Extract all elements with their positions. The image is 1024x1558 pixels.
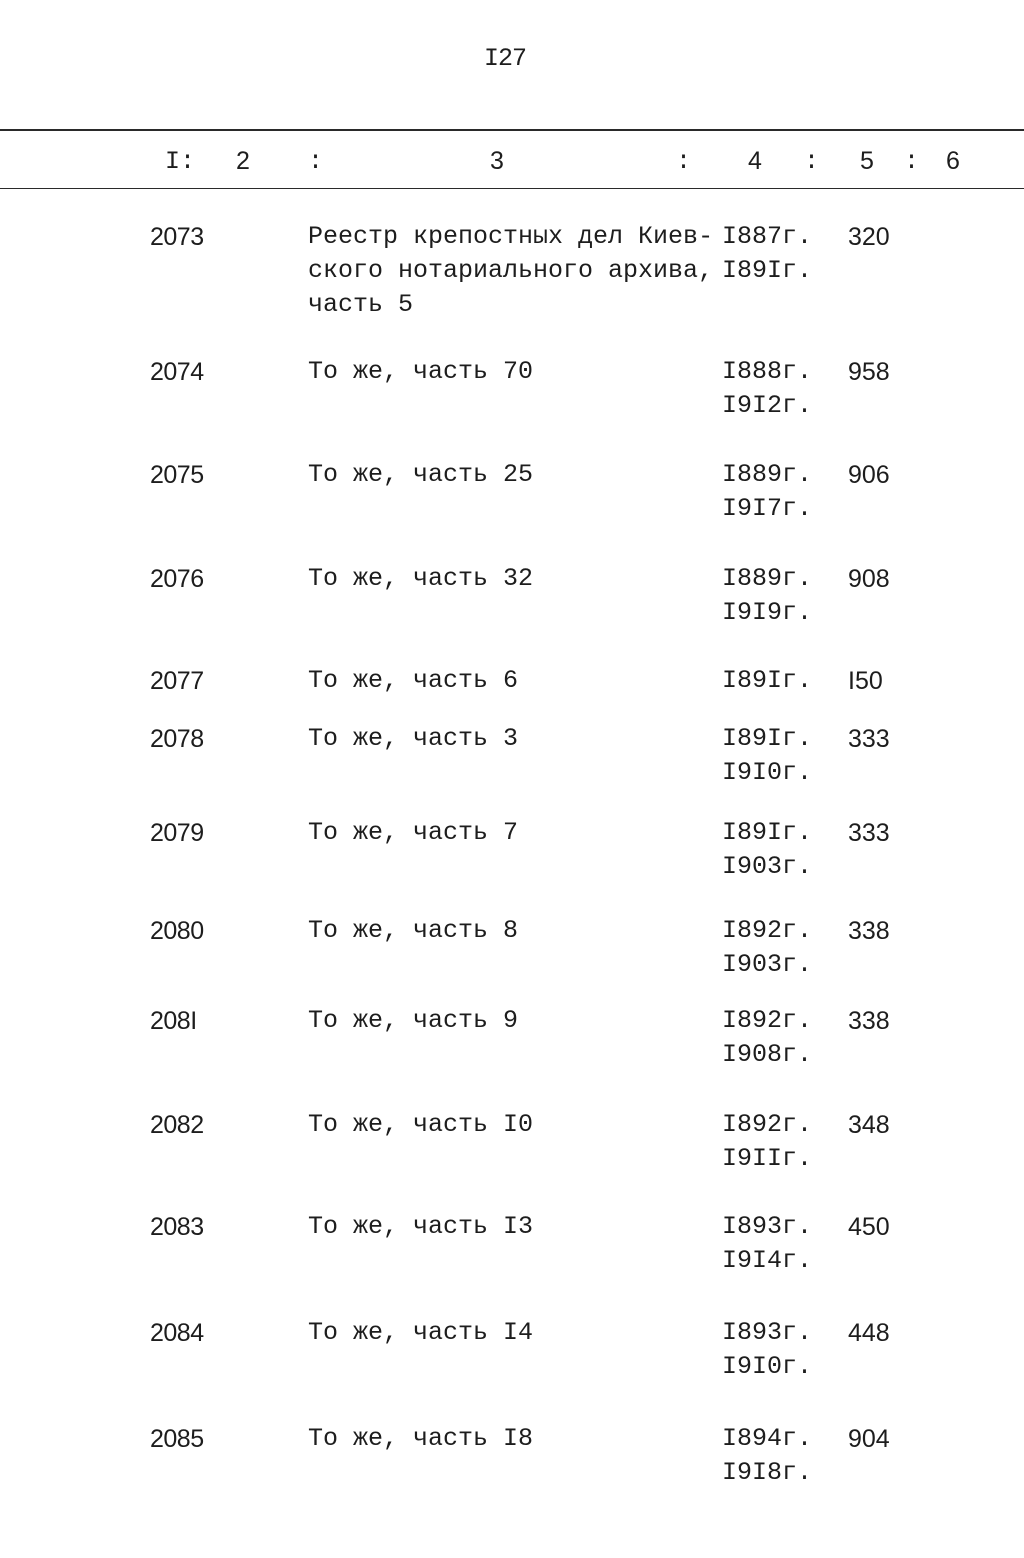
case-number: 2079 [150,819,204,847]
case-title [308,1422,708,1456]
sheet-count: 320 [848,223,890,251]
date-start: I893г. [722,1318,813,1347]
case-title [308,355,708,389]
case-title [308,1210,708,1244]
date-start: I887г. [722,222,813,251]
case-dates [722,458,812,526]
date-end: I903г. [722,852,813,881]
date-start: I892г. [722,1006,813,1035]
case-dates [722,220,812,288]
case-dates [722,914,812,982]
sheet-count: 333 [848,819,890,847]
sheet-count: 958 [848,358,890,386]
case-title [308,664,708,698]
sheet-count: 338 [848,1007,890,1035]
case-title [308,458,708,492]
header-separator: : [904,147,920,176]
case-title-line: То же, часть 7 [308,818,519,847]
date-end: I9I2г. [722,391,813,420]
case-title [308,1316,708,1350]
date-start: I892г. [722,1110,813,1139]
case-number: 2074 [150,358,204,386]
case-dates [722,1316,812,1384]
sheet-count: 906 [848,461,890,489]
case-dates [722,562,812,630]
date-end: I9I0г. [722,758,813,787]
case-title [308,816,708,850]
header-col-3: 3 [490,147,504,175]
sheet-count: 450 [848,1213,890,1241]
case-number: 208I [150,1007,197,1035]
case-title [308,914,708,948]
case-title [308,1108,708,1142]
case-number: 2075 [150,461,204,489]
case-title [308,1004,708,1038]
case-title-line: То же, часть 70 [308,357,534,386]
case-dates [722,1108,812,1176]
case-title-line: ского нотариального архива, [308,256,714,285]
date-end: I89Iг. [722,256,813,285]
case-title-line: Реестр крепостных дел Киев- [308,222,714,251]
date-end: I9I8г. [722,1458,813,1487]
case-number: 2083 [150,1213,204,1241]
case-number: 2077 [150,667,204,695]
date-end: I9I7г. [722,494,813,523]
header-separator: : [308,147,324,176]
case-title [308,220,714,322]
case-number: 2076 [150,565,204,593]
sheet-count: 908 [848,565,890,593]
case-number: 2073 [150,223,204,251]
case-number: 2084 [150,1319,204,1347]
case-title-line: То же, часть I3 [308,1212,534,1241]
case-title-line: То же, часть I4 [308,1318,534,1347]
date-end: I9I0г. [722,1352,813,1381]
case-number: 2078 [150,725,204,753]
page-number: I27 [483,44,526,73]
case-title-line: часть 5 [308,290,414,319]
date-end: I9IIг. [722,1144,813,1173]
date-start: I889г. [722,564,813,593]
date-start: I889г. [722,460,813,489]
sheet-count: 904 [848,1425,890,1453]
date-end: I9I9г. [722,598,813,627]
case-dates [722,816,812,884]
date-end: I903г. [722,950,813,979]
header-separator: : [804,147,820,176]
header-col-5: 5 [860,147,874,175]
sheet-count: 348 [848,1111,890,1139]
header-bottom-rule [0,188,1024,189]
case-dates [722,664,812,698]
case-dates [722,1210,812,1278]
header-col-1: I: [165,147,196,176]
case-title-line: То же, часть 9 [308,1006,519,1035]
case-dates [722,355,812,423]
header-col-2: 2 [236,147,250,175]
case-title-line: То же, часть 32 [308,564,534,593]
case-dates [722,1422,812,1490]
sheet-count: 333 [848,725,890,753]
case-title-line: То же, часть 3 [308,724,519,753]
case-dates [722,1004,812,1072]
case-title-line: То же, часть 6 [308,666,519,695]
sheet-count: 338 [848,917,890,945]
header-col-6: 6 [946,147,960,175]
case-title-line: То же, часть I0 [308,1110,534,1139]
date-start: I894г. [722,1424,813,1453]
sheet-count: I50 [848,667,883,695]
date-end: I908г. [722,1040,813,1069]
date-start: I89Iг. [722,666,813,695]
case-title-line: То же, часть I8 [308,1424,534,1453]
case-title-line: То же, часть 25 [308,460,534,489]
header-separator: : [676,147,692,176]
sheet-count: 448 [848,1319,890,1347]
date-start: I888г. [722,357,813,386]
date-end: I9I4г. [722,1246,813,1275]
case-title-line: То же, часть 8 [308,916,519,945]
case-dates [722,722,812,790]
case-number: 2082 [150,1111,204,1139]
header-top-rule [0,129,1024,131]
header-col-4: 4 [748,147,762,175]
date-start: I892г. [722,916,813,945]
case-title [308,722,708,756]
date-start: I893г. [722,1212,813,1241]
date-start: I89Iг. [722,724,813,753]
date-start: I89Iг. [722,818,813,847]
case-title [308,562,708,596]
case-number: 2080 [150,917,204,945]
case-number: 2085 [150,1425,204,1453]
